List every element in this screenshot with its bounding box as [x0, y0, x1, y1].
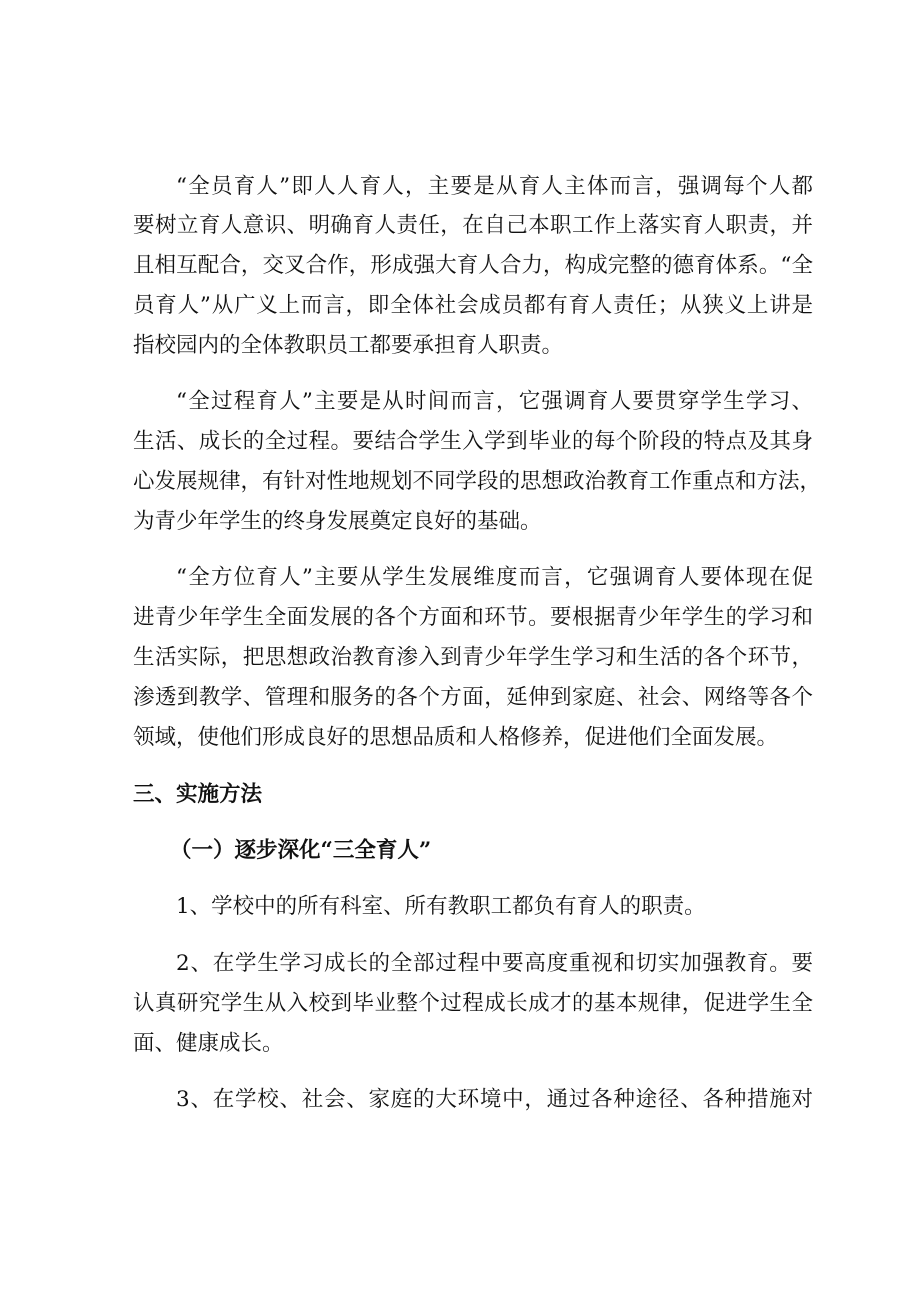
paragraph-line: “全员育人”即人人育人，主要是从育人主体而言，强调每个人都: [176, 174, 813, 199]
paragraph-line: 认真研究学生从入校到毕业整个过程成长成才的基本规律，促进学生全: [133, 991, 813, 1016]
paragraph-line: 为青少年学生的终身发展奠定良好的基础。: [133, 509, 542, 534]
paragraph-line: 面、健康成长。: [133, 1031, 284, 1056]
paragraph-line: 2、在学生学习成长的全部过程中要高度重视和切实加强教育。要: [176, 951, 813, 976]
paragraph-line: 渗透到教学、管理和服务的各个方面，延伸到家庭、社会、网络等各个: [133, 685, 813, 710]
section-heading: 三、实施方法: [133, 782, 263, 807]
paragraph-line: “全方位育人”主要从学生发展维度而言，它强调育人要体现在促: [176, 565, 813, 590]
paragraph-line: 要树立育人意识、明确育人责任，在自己本职工作上落实育人职责，并: [133, 213, 813, 238]
subsection-heading: （一）逐步深化“三全育人”: [170, 838, 432, 863]
paragraph-line: 进青少年学生全面发展的各个方面和环节。要根据青少年学生的学习和: [133, 605, 813, 630]
paragraph-line: 生活、成长的全过程。要结合学生入学到毕业的每个阶段的特点及其身: [133, 429, 813, 454]
paragraph-line: 领域，使他们形成良好的思想品质和人格修养，促进他们全面发展。: [133, 725, 779, 750]
paragraph-line: 心发展规律，有针对性地规划不同学段的思想政治教育工作重点和方法，: [133, 469, 822, 494]
list-item: 1、学校中的所有科室、所有教职工都负有育人的职责。: [176, 894, 706, 919]
list-item: 3、在学校、社会、家庭的大环境中，通过各种途径、各种措施对: [176, 1087, 813, 1112]
paragraph-line: 且相互配合，交叉合作，形成强大育人合力，构成完整的德育体系。“全: [133, 253, 813, 278]
paragraph-line: 指校园内的全体教职员工都要承担育人职责。: [133, 333, 564, 358]
paragraph-line: “全过程育人”主要是从时间而言，它强调育人要贯穿学生学习、: [176, 389, 813, 414]
paragraph-line: 员育人”从广义上而言，即全体社会成员都有育人责任；从狭义上讲是: [133, 293, 813, 318]
paragraph-line: 生活实际，把思想政治教育渗入到青少年学生学习和生活的各个环节，: [133, 645, 813, 670]
